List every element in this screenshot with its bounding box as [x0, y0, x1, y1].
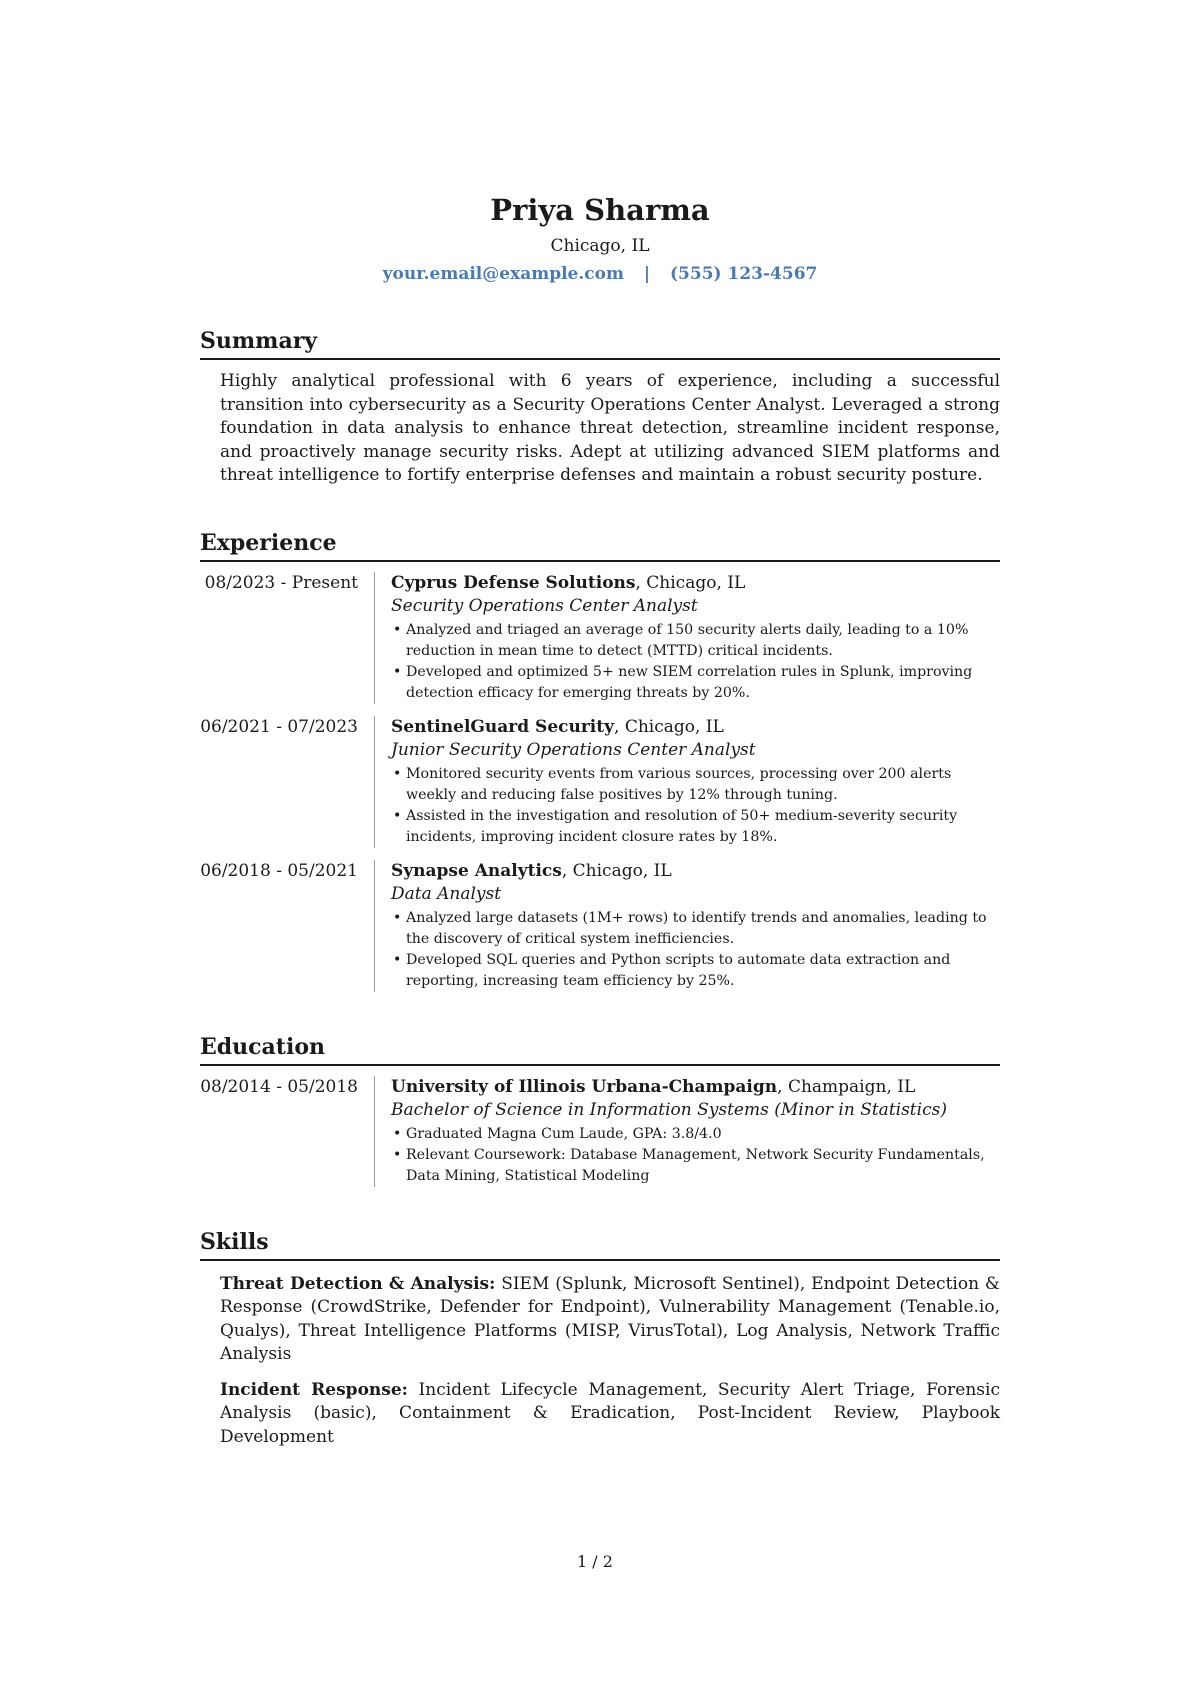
entry-body [375, 572, 1000, 704]
candidate-location: Chicago, IL [550, 236, 650, 256]
entry-role: Junior Security Operations Center Analyst [391, 739, 756, 760]
section-title-summary: Summary [200, 326, 1000, 360]
education-section [200, 1032, 1000, 1187]
entry-role: Data Analyst [391, 883, 502, 904]
summary-text: Highly analytical professional with 6 years of experience, including a successful transition into cybersecurity as a Security Operations Center Analyst. Leveraged a strong foundation in data analysis to enhance threat detection, streamline incident response, and proactively manage security risks. Adept at utilizing advanced SIEM platforms and threat intelligence to fortify enterprise defenses and maintain a robust security posture. [220, 371, 1000, 485]
entry-role: Security Operations Center Analyst [391, 595, 698, 616]
bullet-item: • Developed and optimized 5+ new SIEM correlation rules in Splunk, improving detection efficacy for emerging threats by 20%. [391, 662, 1000, 704]
experience-entry [200, 572, 1000, 704]
entry-organization: University of Illinois Urbana-Champaign [391, 1076, 778, 1097]
bullet-item: • Monitored security events from various sources, processing over 200 alerts weekly and reducing false positives by 12% through tuning. [391, 764, 1000, 806]
entry-heading [391, 860, 1000, 883]
skill-label: Threat Detection & Analysis: [220, 1273, 496, 1294]
bullet-item: • Analyzed large datasets (1M+ rows) to identify trends and anomalies, leading to the discovery of critical system inefficiencies. [391, 908, 1000, 950]
entry-location: , Chicago, IL [561, 860, 672, 881]
bullet-item: • Developed SQL queries and Python scripts to automate data extraction and reporting, increasing team efficiency by 25%. [391, 950, 1000, 992]
entry-bullets [391, 1124, 1000, 1187]
phone-link[interactable]: (555) 123-4567 [670, 264, 818, 284]
entry-organization: SentinelGuard Security [391, 716, 615, 737]
skill-text: SIEM (Splunk, Microsoft Sentinel), Endpoint Detection & Response (CrowdStrike, Defender for Endpoint), Vulnerability Management (Tenable.io, Qualys), Threat Intelligence Platforms (MISP, VirusTotal), Log Analysis, Network Traffic Analysis [220, 1273, 1000, 1364]
section-title-experience: Experience [200, 528, 1000, 562]
page-number: 1 / 2 [577, 1552, 613, 1571]
skill-item [220, 1379, 1000, 1450]
entry-dates: 06/2021 - 07/2023 [200, 716, 375, 848]
experience-entry [200, 716, 1000, 848]
entry-dates: 06/2018 - 05/2021 [200, 860, 375, 992]
entry-location: , Chicago, IL [614, 716, 724, 737]
entry-heading [391, 1076, 1000, 1099]
entry-organization: Cyprus Defense Solutions [391, 572, 636, 593]
entry-dates: 08/2023 - Present [200, 572, 375, 704]
summary-section [200, 326, 1000, 488]
experience-section [200, 528, 1000, 992]
skill-item [220, 1273, 1000, 1367]
skills-section [200, 1227, 1000, 1450]
entry-organization: Synapse Analytics [391, 860, 562, 881]
section-title-education: Education [200, 1032, 1000, 1066]
bullet-item: • Graduated Magna Cum Laude, GPA: 3.8/4.0 [391, 1124, 1000, 1145]
education-entry [200, 1076, 1000, 1187]
candidate-name: Priya Sharma [490, 193, 710, 227]
section-title-skills: Skills [200, 1227, 1000, 1261]
entry-bullets [391, 908, 1000, 992]
bullet-item: • Analyzed and triaged an average of 150 security alerts daily, leading to a 10% reduction in mean time to detect (MTTD) critical incidents. [391, 620, 1000, 662]
entry-location: , Chicago, IL [635, 572, 746, 593]
bullet-item: • Assisted in the investigation and resolution of 50+ medium-severity security incidents, improving incident closure rates by 18%. [391, 806, 1000, 848]
resume-header [200, 190, 1000, 286]
contact-separator: | [643, 264, 651, 284]
bullet-item: • Relevant Coursework: Database Management, Network Security Fundamentals, Data Mining, Statistical Modeling [391, 1145, 1000, 1187]
contact-line [200, 262, 1000, 286]
entry-bullets [391, 764, 1000, 848]
entry-heading [391, 716, 1000, 739]
entry-location: , Champaign, IL [777, 1076, 916, 1097]
experience-entry [200, 860, 1000, 992]
email-link[interactable]: your.email@example.com [382, 264, 624, 284]
entry-body [375, 860, 1000, 992]
entry-degree: Bachelor of Science in Information Systems (Minor in Statistics) [391, 1099, 947, 1120]
entry-bullets [391, 620, 1000, 704]
skill-text: Incident Lifecycle Management, Security Alert Triage, Forensic Analysis (basic), Containment & Eradication, Post-Incident Review, Playbook Development [220, 1379, 1000, 1447]
entry-heading [391, 572, 1000, 595]
entry-dates: 08/2014 - 05/2018 [200, 1076, 375, 1187]
resume-page [200, 190, 1000, 1449]
skill-label: Incident Response: [220, 1379, 408, 1400]
entry-body [375, 1076, 1000, 1187]
entry-body [375, 716, 1000, 848]
